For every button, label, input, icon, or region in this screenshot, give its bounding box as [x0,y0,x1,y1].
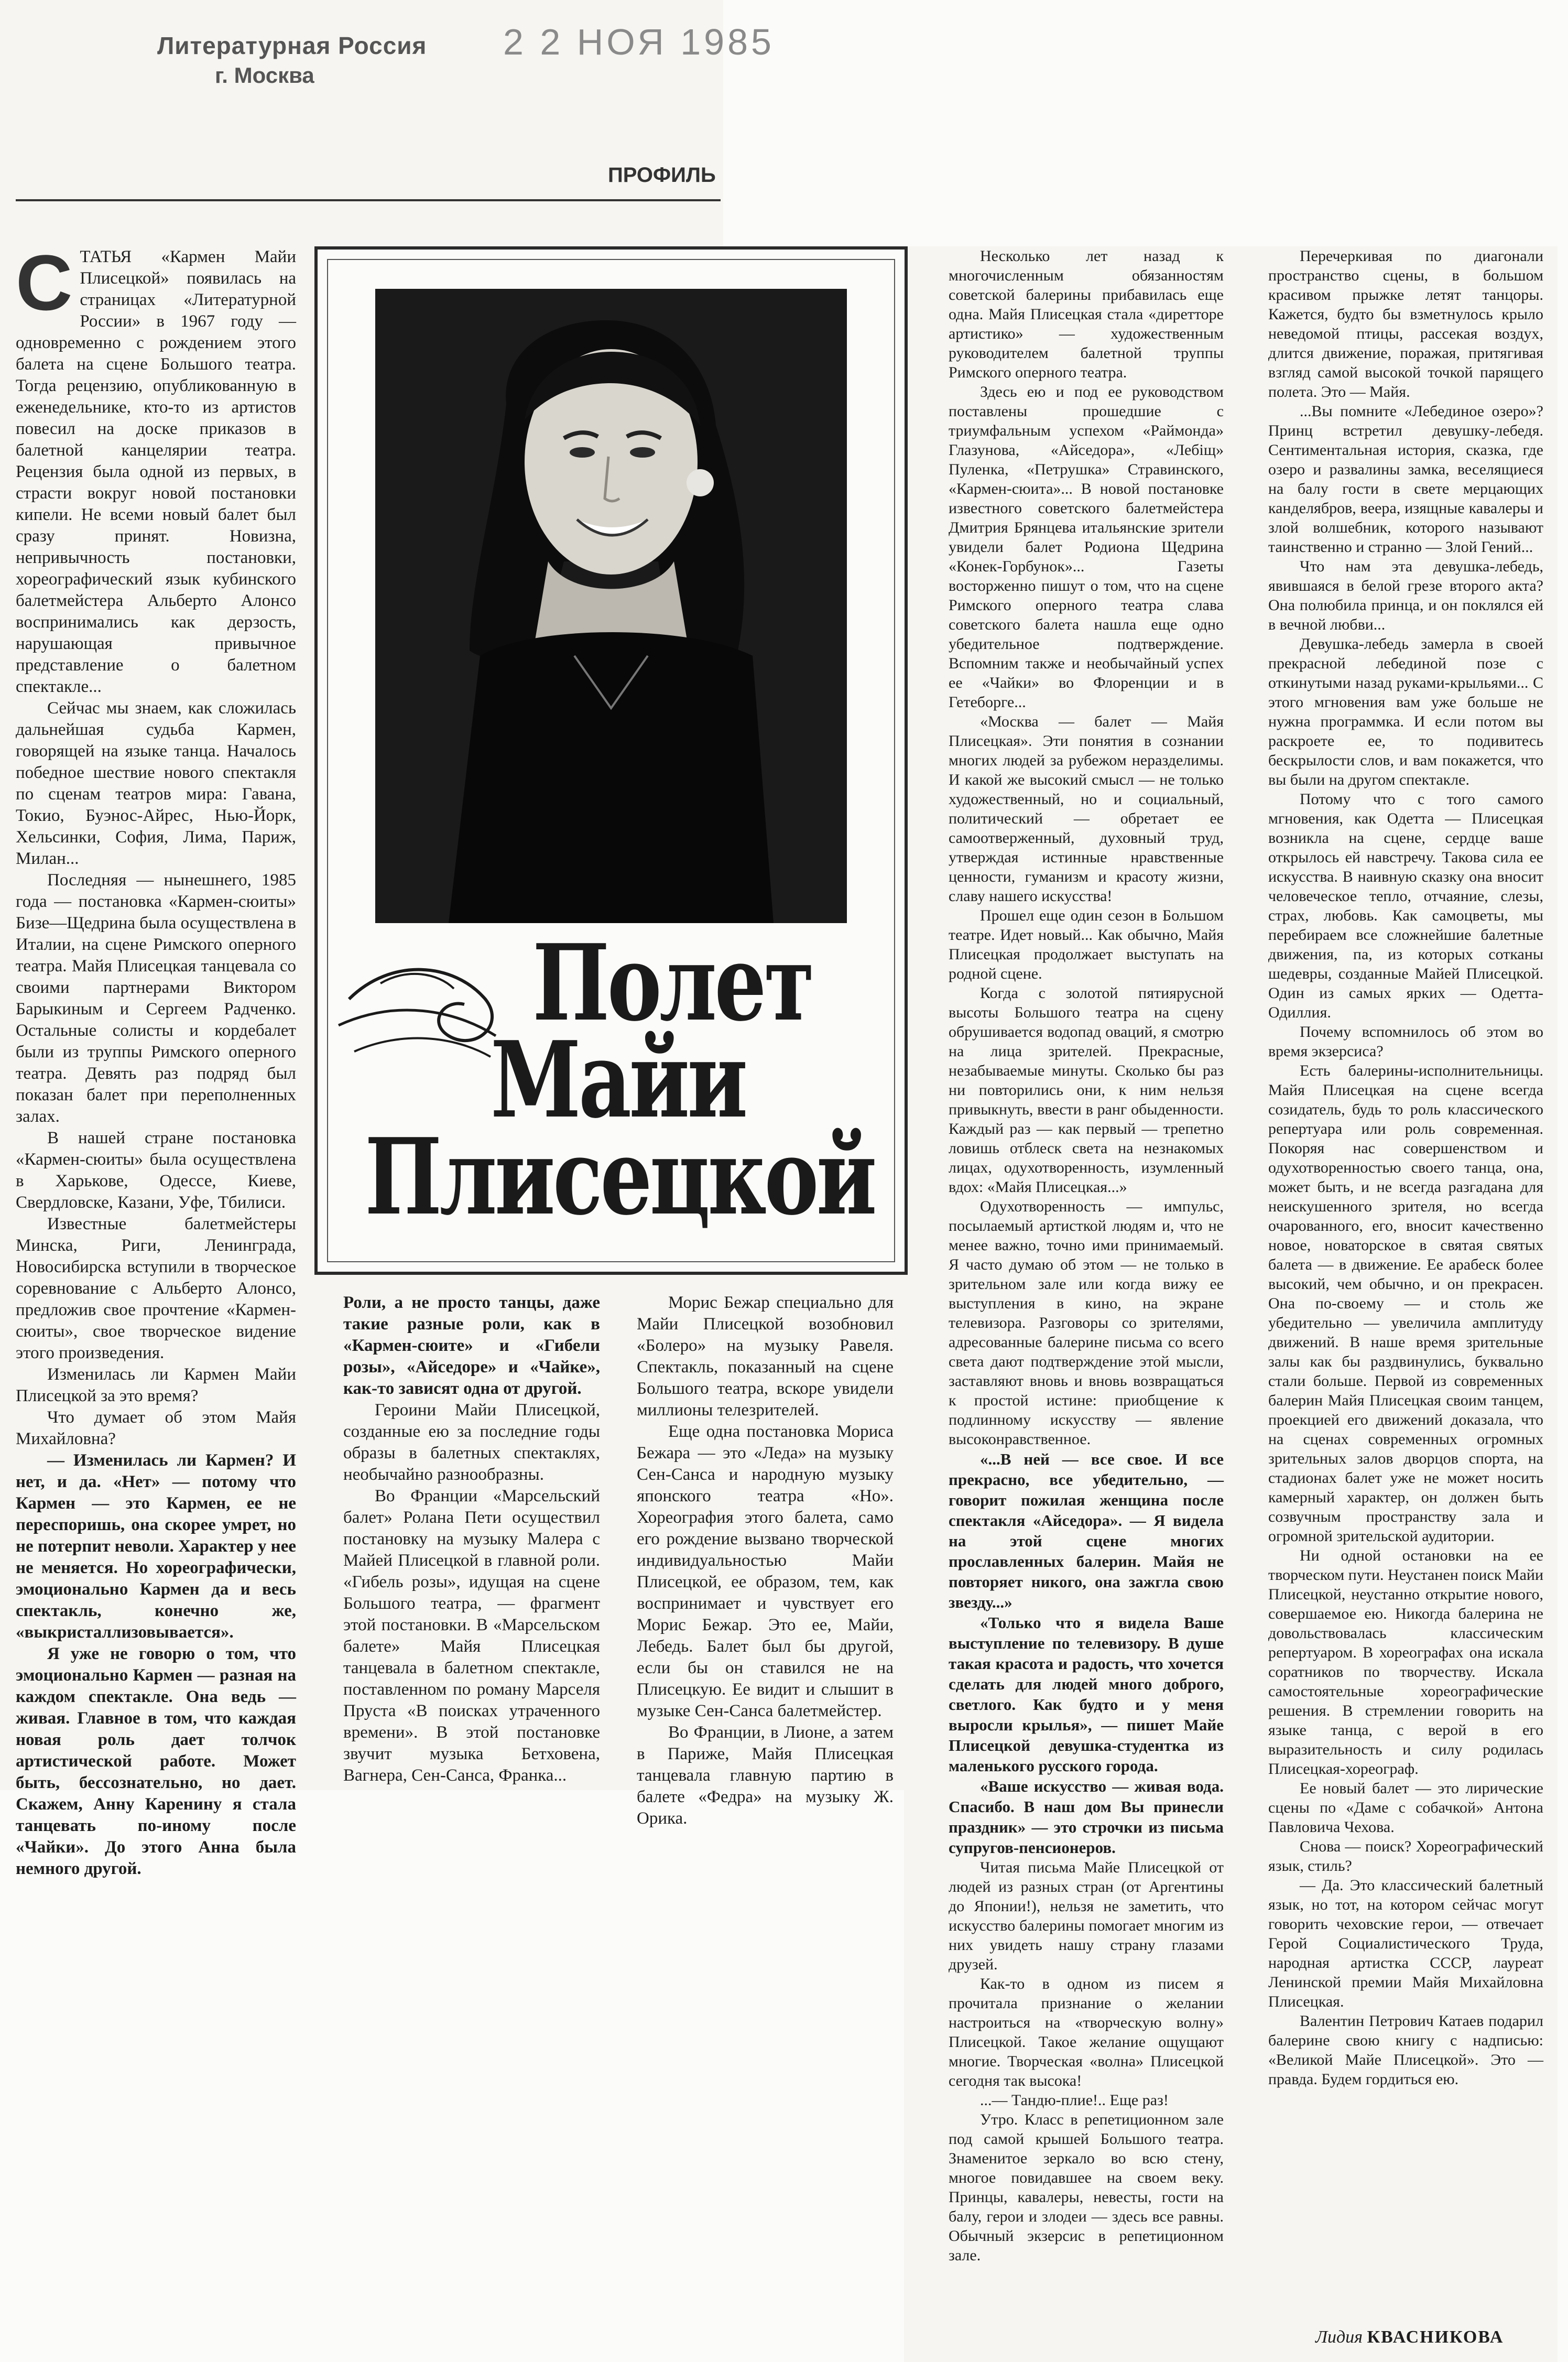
paragraph: Ни одной остановки на ее творческом пути. Неустанен поиск Майи Плисецкой, неустанно открытие нового, совершаемое ею. Никогда балерина не довольствовалась классическим репертуаром. В хореографах она искала соратников по творчеству. Искала самостоятельные хореографические решения. В стремлении говорить на языке танца, с верой в его выразительность и силу родилась Плисецкая-хореограф. [1268,1547,1543,1778]
paragraph: «Москва — балет — Майя Плисецкая». Эти понятия в сознании многих людей за рубежом неразделимы. И какой же высокий смысл — не только художественный, но и социальный, политический — обретает ее самоотверженный, духовный труд, утверждая истинные нравственные ценности, гуманизм и красоту жизни, славу нашего искусства! [949,713,1224,905]
column-1 [16,239,297,1880]
flourish-ornament [318,922,905,1219]
paragraph: Морис Бежар специально для Майи Плисецкой возобновил «Болеро» на музыку Равеля. Спектакль, показанный на сцене Большого театра, вскоре увидели миллионы телезрителей. [637,1293,894,1420]
paragraph: Утро. Класс в репетиционном зале под самой крышей Большого театра. Знаменитое зеркало во всю стену, многое повидавшее на своем веку. Принцы, кавалеры, невесты, гости на балу, герои и злодеи — здесь все равны. Обычный экзерсис в репетиционном зале. [949,2111,1224,2264]
paragraph: — Изменилась ли Кармен? И нет, и да. «Нет» — потому что Кармен — это Кармен, ее не переспоришь, она скорее умрет, но не потерпит неволи. Характер у нее не меняется. Но хореографически, эмоционально Кармен да и весь спектакль, конечно же, «выкристаллизовывается». [16,1451,296,1642]
paragraph: Известные балетмейстеры Минска, Риги, Ленинграда, Новосибирска вступили в творческое соревнование с Альберто Алонсо, предложив свое прочтение «Кармен-сюиты», свое творческое видение этого произведения. [16,1215,296,1362]
newspaper-name: Литературная Россия [157,32,427,59]
column-5 [1268,246,1543,2089]
ballerina-photo [375,289,847,923]
newspaper-city: г. Москва [215,63,314,88]
portrait-image [375,289,847,923]
paragraph: Почему вспомнилось об этом во время экзерсиса? [1268,1023,1543,1060]
paragraph: ТАТЬЯ «Кармен Майи Плисецкой» появилась на страницах «Литературной России» в 1967 году — одновременно с рождением этого балета на сцене Большого театра. Тогда рецензию, опубликованную в еженедельнике, кто-то из артистов повесил на доске приказов в балетной канцелярии театра. Рецензия была одной из первых, в страсти вокруг новой постановки кипели. Не всеми новый балет был сразу принят. Новизна, непривычность постановки, хореографический язык кубинского балетмейстера Альберто Алонсо воспринимались как дерзость, нарушающая привычное представление о балетном спектакле... [16,247,296,696]
column-3 [637,1292,894,1829]
paragraph: Во Франции «Марсельский балет» Ролана Пети осуществил постановку на музыку Малера с Майей Плисецкой в главной роли. «Гибель розы», идущая на сцене Большого театра, — фрагмент этой постановки. В «Марсельском балете» Майя Плисецкая танцевала в балетном спектакле, поставленном по роману Марселя Пруста «В поисках утраченного времени». В этой постановке звучит музыка Бетховена, Вагнера, Сен-Санса, Франка... [343,1487,600,1785]
paragraph: Читая письма Майе Плисецкой от людей из разных стран (от Аргентины до Японии!), нельзя не заметить, что искусство балерины помогает многим из них увидеть нашу страну глазами друзей. [949,1859,1224,1973]
author-first-name: Лидия [1315,2327,1363,2347]
paragraph: — Да. Это классический балетный язык, но тот, на котором сейчас могут говорить чеховские герои, — отвечает Герой Социалистического Труда, народная артистка СССР, лауреат Ленинской премии Майя Михайловна Плисецкая. [1268,1877,1543,2010]
title-line-3: Плисецкой [365,1115,875,1239]
author-signature [1315,2327,1504,2347]
column-2 [343,1292,600,1786]
title-frame [314,246,908,1275]
paragraph: Потому что с того самого мгновения, как Одетта — Плисецкая возникла на сцене, сердце ваше открылось ей навстречу. Такова сила ее искусства. В наивную сказку она вносит человеческое тепло, отчаяние, слезы, страх, любовь. Как самоцветы, мы перебираем все сложнейшие балетные движения, па, из которых сотканы шедевры, созданные Майей Плисецкой. Один из самых ярких — Одетта-Одиллия. [1268,790,1543,1021]
author-last-name: КВАСНИКОВА [1367,2327,1504,2347]
title-line-2: Майи [491,1019,746,1142]
rubric-rule [16,199,721,201]
paragraph: ...Вы помните «Лебединое озеро»? Принц встретил девушку-лебедя. Сентиментальная история, сказка, где озеро и развалины замка, веселящиеся на балу гости в свете мерцающих канделябров, веера, изящные кавалеры и злой волшебник, которого называют таинственно и странно — Злой Гений... [1268,403,1543,556]
paragraph: «Ваше искусство — живая вода. Спасибо. В наш дом Вы принесли праздник» — это строчки из письма супругов-пенсионеров. [949,1777,1224,1857]
paragraph: Сейчас мы знаем, как сложилась дальнейшая судьба Кармен, говорящей на языке танца. Началось победное шествие нового спектакля по сценам театров мира: Гавана, Токио, Буэнос-Айрес, Нью-Йорк, Хельсинки, София, Лима, Париж, Милан... [16,699,296,868]
paragraph: Есть балерины-исполнительницы. Майя Плисецкая на сцене всегда созидатель, будь то роль классического репертуара или роль современная. Покоряя нас совершенством и одухотворенностью своего танца, она, может быть, и не всегда разгадана для неискушенного зрителя, но всегда очарованного, его, вносит качественно новое, новаторское в святая святых балета — в движение. Ее арабеск более высокий, чем обычно, и он прекрасен. Она по-своему — и столь же убедительно — увеличила амплитуду движений. В наше время зрительные залы как бы раздвинулись, буквально стали больше. Первой из современных балерин Майя Плисецкая своим танцем, проекцией его движений доказала, что на сценах современных огромных зрительных залов дворцов спорта, на стадионах балет уже не может носить камерный характер, он должен быть созвучным пространству зала и огромной зрительской аудитории. [1268,1062,1543,1545]
paragraph: Прошел еще один сезон в Большом театре. Идет новый... Как обычно, Майя Плисецкая продолжает выступать на родной сцене. [949,907,1224,982]
paragraph: Перечеркивая по диагонали пространство сцены, в большом красивом прыжке летят танцоры. Кажется, будто бы взметнулось крыло неведомой птицы, рассекая воздух, длится движение, поражая, притягивая взгляд самой высокой точкой парящего полета. Это — Майя. [1268,247,1543,400]
paragraph: Во Франции, в Лионе, а затем в Париже, Майя Плисецкая танцевала главную партию в балете «Федра» на музыку Ж. Орика. [637,1723,894,1828]
column-4 [949,246,1224,2265]
paragraph: Снова — поиск? Хореографический язык, стиль? [1268,1838,1543,1875]
paragraph: «Только что я видела Ваше выступление по телевизору. В душе такая красота и радость, что хочется сделать для людей много доброго, светлого. Как будто и у меня выросли крылья», — пишет Майе Плисецкой девушка-студентка из маленького русского города. [949,1613,1224,1775]
paragraph: Валентин Петрович Катаев подарил балерине свою книгу с надписью: «Великой Майе Плисецкой». Это — правда. Будем гордиться ею. [1268,2012,1543,2088]
paragraph: Еще одна постановка Мориса Бежара — это «Леда» на музыку Сен-Санса и народную музыку японского театра «Но». Хореография этого балета, само его рождение вызвано творческой индивидуальностью Майи Плисецкой, ее образом, тем, как воспринимает и чувствует его Морис Бежар. Это ее, Майи, Лебедь. Балет был бы другой, если бы он ставился не на Плисецкую. Ее видит и слышит в музыке Сен-Санса балетмейстер. [637,1422,894,1720]
dropcap: С [16,239,73,327]
paragraph: ...— Тандю-плие!.. Еще раз! [980,2092,1169,2109]
paragraph: Роли, а не просто танцы, даже такие разные роли, как в «Кармен-сюите» и «Гибели розы», «Айседоре» и «Чайке», как-то зависят одна от другой. [343,1293,600,1398]
paragraph: Последняя — нынешнего, 1985 года — постановка «Кармен-сюиты» Бизе—Щедрина была осуществлена в Италии, на сцене Римского оперного театра. Майя Плисецкая танцевала со своими партнерами Виктором Барыкиным и Сергеем Радченко. Остальные солисты и кордебалет были из труппы Римского оперного театра. Девять раз подряд был показан балет при переполненных залах. [16,871,297,1126]
paragraph: Ее новый балет — это лирические сцены по «Даме с собачкой» Антона Павловича Чехова. [1268,1780,1543,1836]
paragraph: Несколько лет назад к многочисленным обязанностям советской балерины прибавилась еще одна. Майя Плисецкая стала «диретторе артистико» — художественным руководителем балетной труппы Римского оперного театра. [949,247,1224,381]
paragraph: Изменилась ли Кармен Майи Плисецкой за это время? [16,1365,296,1405]
rubric-label: ПРОФИЛЬ [608,164,716,187]
paragraph: Здесь ею и под ее руководством поставлены прошедшие с триумфальным успехом «Раймонда» Глазунова, «Айседора», «Лебіщ» Пуленка, «Петрушка» Стравинского, «Кармен-сюита»... В новой постановке известного советского балетмейстера Дмитрия Брянцева итальянские зрители увидели балет Родиона Щедрина «Конек-Горбунок»... Газеты восторженно пишут о том, что на сцене Римского оперного театра слава советского балета нашла еще одно убедительное подтверждение. Вспомним также и необычайный успех ее «Чайки» во Флоренции и в Гетеборге... [949,383,1224,711]
paragraph: В нашей стране постановка «Кармен-сюиты» была осуществлена в Харькове, Одессе, Киеве, Свердловске, Казани, Уфе, Тбилиси. [16,1129,296,1212]
paragraph: Что нам эта девушка-лебедь, явившаяся в белой грезе второго акта? Она полюбила принца, и он поклялся ей в вечной любви... [1268,558,1543,633]
paragraph: Одухотворенность — импульс, посылаемый артисткой людям и, что не менее важно, точно ими принимаемый. Я часто думаю об этом — не только в зрительном зале или когда вижу ее выступления в кино, на экране телевизора. Разговоры со зрителями, адресованные балерине письма со всего света дают подтверждение этой мысли, заставляют вновь и вновь возвращаться к простой истине: приобщение к подлинному искусству — явление высоконравственное. [949,1198,1224,1448]
paragraph: «...В ней — все свое. И все прекрасно, все убедительно, — говорит пожилая женщина после спектакля «Айседора». — Я видела на этой сцене многих прославленных балерин. Майя не повторяет никого, она зажгла свою звезду...» [949,1450,1224,1611]
date-stamp: 2 2 НОЯ 1985 [503,21,775,62]
paragraph: Как-то в одном из писем я прочитала признание о желании настроиться на «творческую волну» Плисецкой. Такое желание ощущают многие. Творческая «волна» Плисецкой сегодня так высока! [949,1975,1224,2089]
title-line-1: Полет [532,922,812,1045]
paragraph: Героини Майи Плисецкой, созданные ею за последние годы образы в балетных спектаклях, необычайно разнообразны. [343,1401,600,1484]
paragraph: Девушка-лебедь замерла в своей прекрасной лебединой позе с откинутыми назад руками-крыльями... С этого мгновения вам уже больше не нужна программка. И если потом вы раскроете ее, то подивитесь бескрылости слов, и вам покажется, что вы были на другом спектакле. [1268,635,1543,788]
paragraph: Когда с золотой пятиярусной высоты Большого театра на сцену обрушивается водопад оваций, я смотрю на лица зрителей. Прекрасные, незабываемые минуты. Сколько бы раз ни повторились они, к ним нельзя привыкнуть, ввести в ранг обыденности. Каждый раз — как первый — трепетно ловишь отблеск света на незнакомых лицах, одухотворенность, изумленный вдох: «Майя Плисецкая...» [949,984,1224,1196]
paragraph: Я уже не говорю о том, что эмоционально Кармен — разная на каждом спектакле. Она ведь — живая. Главное в том, что каждая новая роль дает толчок артистической работе. Может быть, бессознательно, но дает. Скажем, Анну Каренину я стала танцевать по-иному после «Чайки». До этого Анна была немного другой. [16,1644,296,1878]
paragraph: Что думает об этом Майя Михайловна? [16,1408,296,1448]
